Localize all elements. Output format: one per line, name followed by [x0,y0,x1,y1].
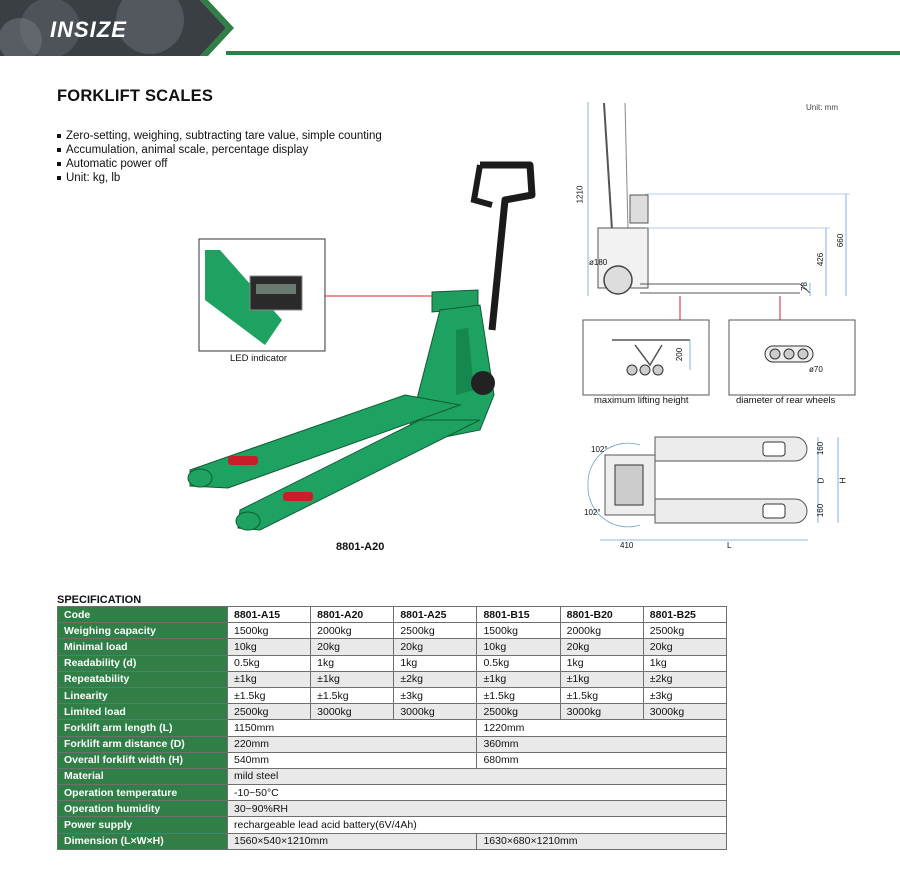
row-header: Limited load [58,704,228,720]
row-header: Weighing capacity [58,623,228,639]
table-cell: ±1kg [560,671,643,687]
model-label: 8801-A20 [336,541,385,553]
table-cell: 1kg [643,655,726,671]
table-cell: 10kg [477,639,560,655]
table-cell: ±1.5kg [560,687,643,703]
table-cell: 1220mm [477,720,727,736]
lift-caption: maximum lifting height [594,395,689,406]
table-cell: 20kg [560,639,643,655]
rear-caption: diameter of rear wheels [736,395,836,406]
table-cell: 1kg [560,655,643,671]
table-cell: ±1.5kg [311,687,394,703]
table-cell: 2000kg [560,623,643,639]
dim-fork-low: 78 [799,282,809,291]
model-header: 8801-A25 [394,607,477,623]
row-header: Operation humidity [58,801,228,817]
table-cell: 1500kg [477,623,560,639]
dim-overall: 660 [836,233,846,248]
table-cell: ±1kg [477,671,560,687]
table-cell: 1kg [311,655,394,671]
dim-fork-top: 426 [816,252,826,267]
row-header: Dimension (L×W×H) [58,833,228,849]
row-header: Forklift arm distance (D) [58,736,228,752]
feature-item: Zero-setting, weighing, subtracting tare value, simple counting [57,129,382,143]
table-cell: 2000kg [311,623,394,639]
unit-label: Unit: mm [806,103,838,112]
table-cell: 20kg [643,639,726,655]
table-cell: ±2kg [394,671,477,687]
table-cell: 680mm [477,752,727,768]
table-cell: 1500kg [228,623,311,639]
table-cell: 20kg [394,639,477,655]
table-cell: 1kg [394,655,477,671]
model-header: 8801-B25 [643,607,726,623]
table-row [58,623,727,639]
table-cell: 0.5kg [477,655,560,671]
table-cell: 3000kg [643,704,726,720]
table-cell: 20kg [311,639,394,655]
table-row [58,671,727,687]
table-cell: 1630×680×1210mm [477,833,727,849]
table-cell: ±2kg [643,671,726,687]
row-header: Readability (d) [58,655,228,671]
row-header: Material [58,768,228,784]
row-header: Overall forklift width (H) [58,752,228,768]
table-cell: rechargeable lead acid battery(6V/4Ah) [228,817,727,833]
row-header: Operation temperature [58,785,228,801]
feature-item: Accumulation, animal scale, percentage display [57,143,382,157]
spec-title: SPECIFICATION [57,594,142,606]
table-cell: 3000kg [560,704,643,720]
table-cell: 0.5kg [228,655,311,671]
insize-logo: INSIZE [50,17,127,42]
table-cell: 10kg [228,639,311,655]
inset-label: LED indicator [230,353,288,364]
table-cell: mild steel [228,768,727,784]
table-row [58,720,727,736]
table-row [58,768,727,784]
dim-width-bottom: 160 [816,503,826,518]
table-cell: ±1.5kg [228,687,311,703]
row-header: Minimal load [58,639,228,655]
dim-angle-bottom: 102° [584,508,601,517]
table-cell: 540mm [228,752,477,768]
table-cell: ±1kg [228,671,311,687]
dim-angle-top: 102° [591,445,608,454]
table-row [58,817,727,833]
side-view-drawing [588,102,850,320]
table-row [58,687,727,703]
row-header: Forklift arm length (L) [58,720,228,736]
table-cell: 220mm [228,736,477,752]
table-row [58,704,727,720]
table-row [58,607,727,623]
table-cell: 360mm [477,736,727,752]
table-cell: 1560×540×1210mm [228,833,477,849]
dim-d: D [816,477,826,484]
page-title: FORKLIFT SCALES [57,87,214,105]
table-cell: ±1.5kg [477,687,560,703]
table-row [58,752,727,768]
table-cell: 3000kg [394,704,477,720]
dim-rear: 410 [620,541,634,550]
top-view-drawing [588,437,838,540]
dim-height: 1210 [575,185,585,204]
table-row [58,833,727,849]
dim-wheel: ø180 [589,258,608,267]
table-cell: ±3kg [643,687,726,703]
row-header: Repeatability [58,671,228,687]
dim-h: H [838,477,848,484]
table-row [58,801,727,817]
table-cell: ±3kg [394,687,477,703]
spec-table [57,606,727,850]
table-cell: 1150mm [228,720,477,736]
table-cell: 2500kg [477,704,560,720]
table-row [58,785,727,801]
table-cell: 3000kg [311,704,394,720]
table-cell: 2500kg [643,623,726,639]
rear-dim: ø70 [809,365,823,374]
dim-length: L [727,541,732,550]
table-row [58,639,727,655]
model-header: 8801-B20 [560,607,643,623]
table-cell: ±1kg [311,671,394,687]
row-header: Code [58,607,228,623]
dim-width-top: 160 [816,441,826,456]
table-row [58,655,727,671]
model-header: 8801-B15 [477,607,560,623]
table-cell: 2500kg [394,623,477,639]
row-header: Linearity [58,687,228,703]
row-header: Power supply [58,817,228,833]
table-row [58,736,727,752]
table-cell: -10~50°C [228,785,727,801]
model-header: 8801-A20 [311,607,394,623]
table-cell: 30~90%RH [228,801,727,817]
feature-item: Unit: kg, lb [57,171,382,185]
feature-item: Automatic power off [57,157,382,171]
model-header: 8801-A15 [228,607,311,623]
lift-dim: 200 [675,347,685,362]
table-cell: 2500kg [228,704,311,720]
